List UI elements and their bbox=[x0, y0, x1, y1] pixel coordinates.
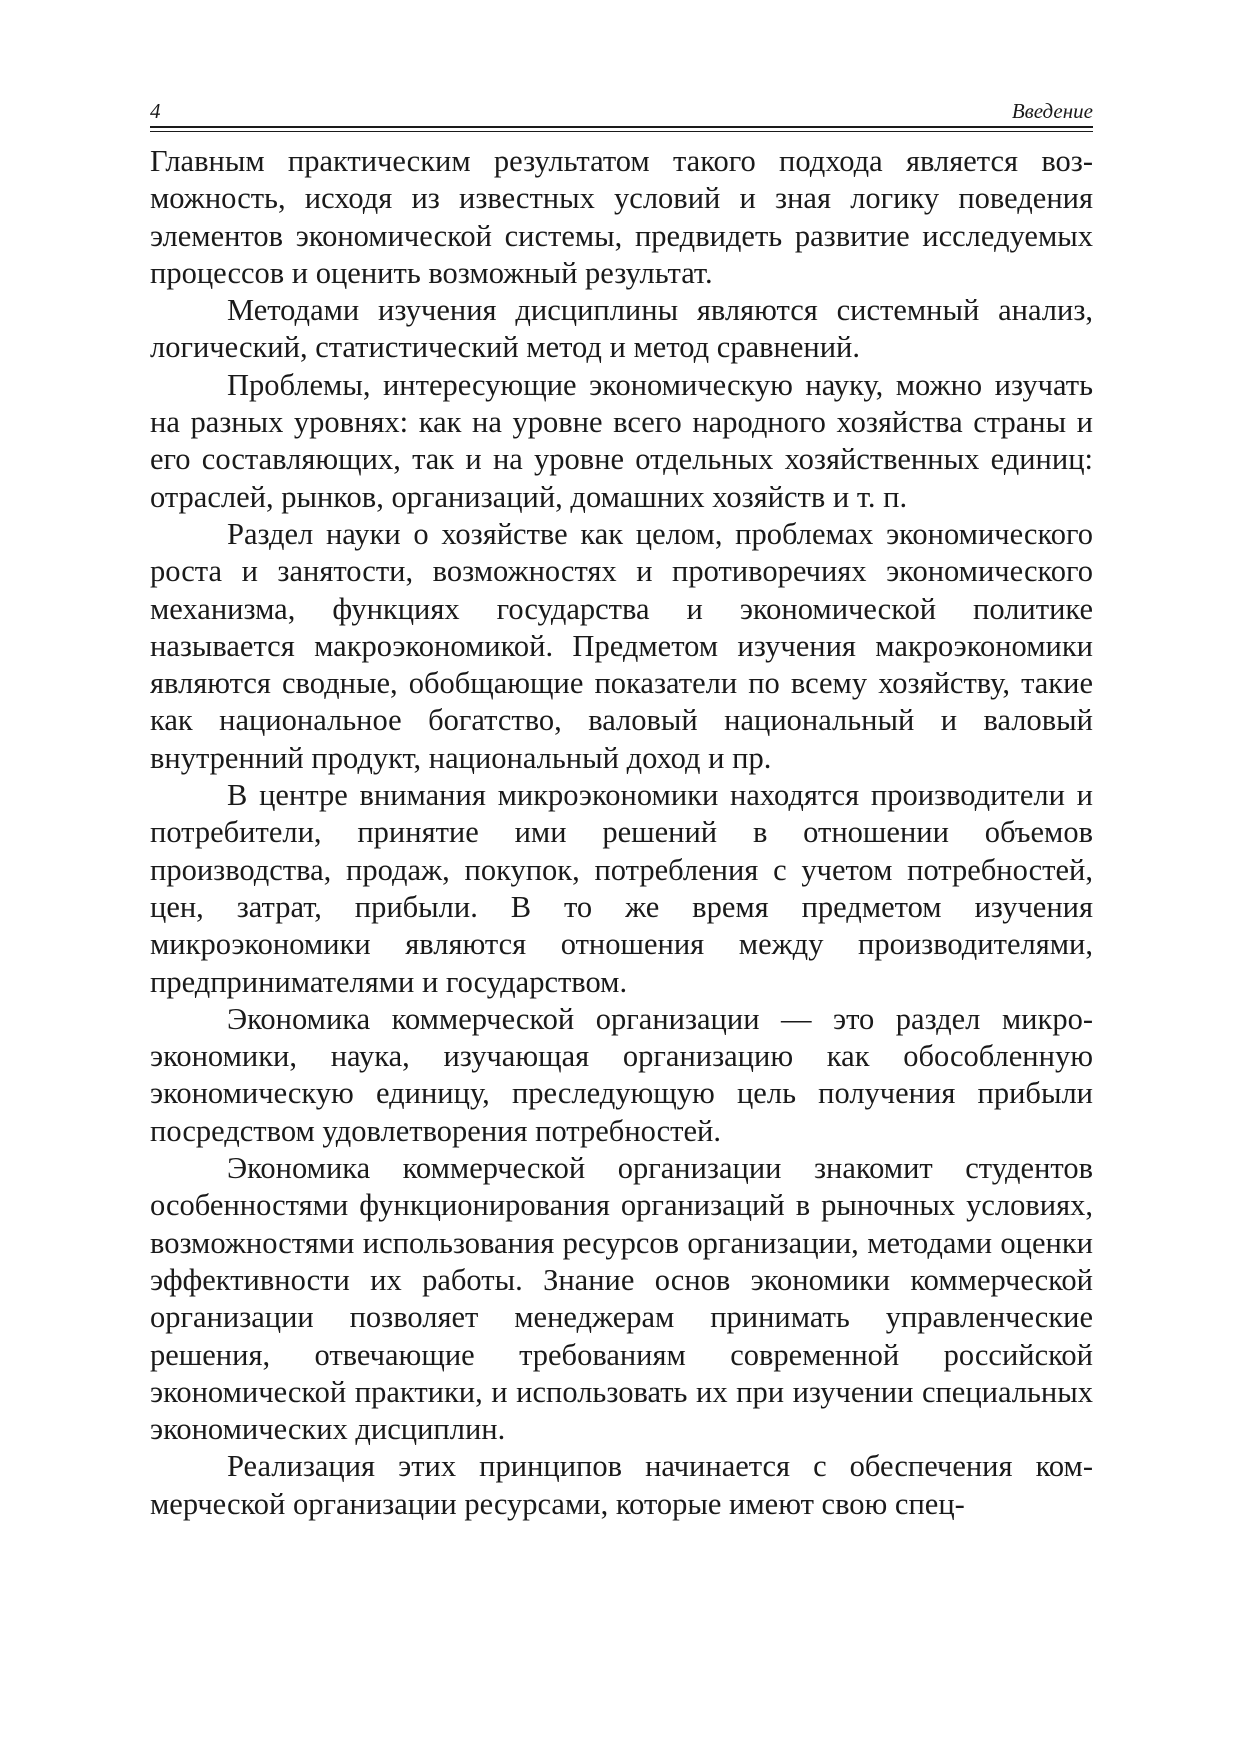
paragraph-6: Экономика коммерческой организации — это раздел микроэкономики, наука, изучающая организацию как обособленную экономическую единицу, преследующую цель получения прибыли посредством удовлетворения потребностей. bbox=[150, 1001, 1093, 1148]
paragraph-2: Методами изучения дисциплины являются системный анализ, логический, статистический метод и метод сравнений. bbox=[150, 293, 1093, 365]
header-rule-thick bbox=[150, 126, 1093, 128]
paragraph-5: В центре внимания микроэкономики находятся производители и потребители, принятие ими решений в отношении объемов производства, продаж, покупок, потребления с учетом потребностей, цен, затрат, прибыли. В то же время предметом изучения микроэкономики являются отношения между производителями, предпринимателями и государством. bbox=[150, 778, 1093, 999]
header-rule-thin bbox=[150, 131, 1093, 132]
running-header bbox=[150, 98, 1093, 124]
section-title: Введение bbox=[1011, 99, 1093, 123]
paragraph-8: Реализация этих принципов начинается с обеспечения коммерческой организации ресурсами, которые имеют свою спец- bbox=[150, 1449, 1093, 1521]
page-number: 4 bbox=[150, 99, 161, 123]
paragraph-4: Раздел науки о хозяйстве как целом, проблемах экономического роста и занятости, возможностях и противоречиях экономического механизма, функциях государства и экономической политике называется макроэкономикой. Предметом изучения макроэкономики являются сводные, обобщающие показатели по всему хозяйству, такие как национальное богатство, валовый национальный и валовый внутренний продукт, национальный доход и пр. bbox=[150, 516, 1093, 775]
paragraph-7: Экономика коммерческой организации знакомит студентов особенностями функционирования организаций в рыночных условиях, возможностями использования ресурсов организации, методами оценки эффективности их работы. Знание основ экономики коммерческой организации позволяет менеджерам принимать управленческие решения, отвечающие требованиям современной российской экономической практики, и использовать их при изучении специальных экономических дисциплин. bbox=[150, 1151, 1093, 1447]
paragraph-3: Проблемы, интересующие экономическую науку, можно изучать на разных уровнях: как на уровне всего народного хозяйства страны и его составляющих, так и на уровне отдельных хозяйственных единиц: отраслей, рынков, организаций, домашних хозяйств и т. п. bbox=[150, 367, 1093, 514]
paragraph-1: Главным практическим результатом такого подхода является возможность, исходя из известных условий и зная логику поведения элементов экономической системы, предвидеть развитие исследуемых процессов и оценить возможный результат. bbox=[150, 144, 1093, 290]
body-text bbox=[150, 143, 1093, 1523]
